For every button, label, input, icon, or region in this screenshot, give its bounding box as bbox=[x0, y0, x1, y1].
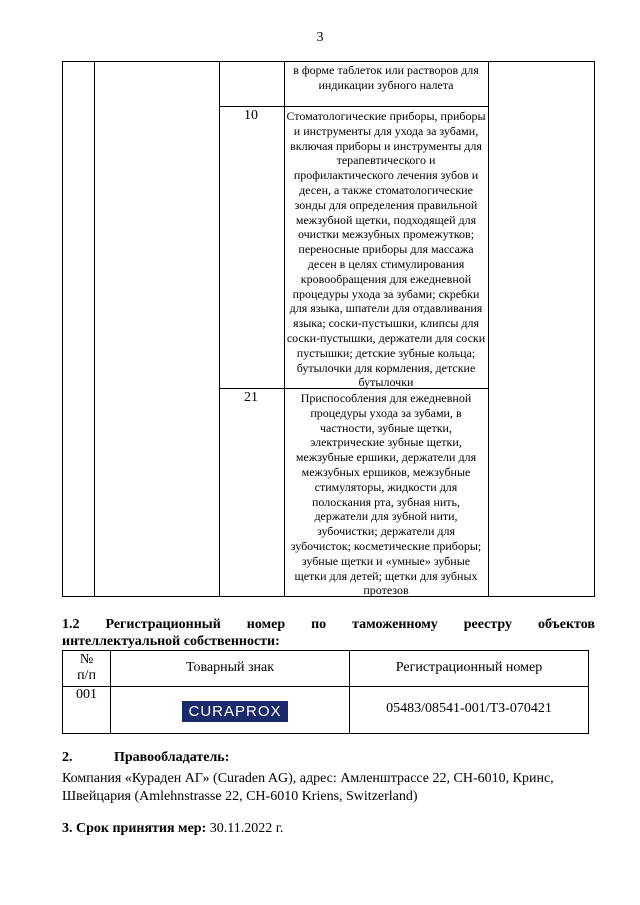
table-col-divider bbox=[488, 61, 489, 597]
header-number-symbol: № bbox=[79, 652, 94, 667]
heading-line-2: интеллектуальной собственности: bbox=[62, 634, 280, 649]
goods-description: Приспособления для ежедневной процедуры ухода за зубами, в частности, зубные щетки, электрические зубные щетки, межзубные ершики, держатели для межзубных ершиков, межзубные стимуляторы, жидкости для полоскания рта, зубная нить, держатели для зубной нити, зубочистки; держатели для зубочисток; косметические приборы; зубные щетки и «умные» зубные щетки для детей; щетки для зубных протезов bbox=[290, 391, 482, 598]
heading-word: реестру bbox=[463, 617, 512, 632]
table-border-left bbox=[62, 61, 63, 597]
logo-text: CURAPROX bbox=[188, 703, 282, 720]
goods-description: Стоматологические приборы, приборы и инструменты для ухода за зубами, включая приборы и инструменты для терапевтического и профилактического лечения зубов и десен, а также стоматологические зонды для определения правильной межзубной щетки, подходящей для очистки межзубных промежутков; переносные приборы для массажа десен в целях стимулирования кровообращения для ежедневной процедуры ухода за зубами; скребки для языка, шпатели для отдавливания языка; соски-пустышки, клипсы для соски-пустышки, держатели для соски пустышки; детские зубные кольца; бутылочки для кормления, детские бутылочки bbox=[286, 109, 486, 390]
curaprox-logo bbox=[182, 701, 288, 722]
heading-word: Регистрационный bbox=[105, 617, 221, 632]
row-number: 001 bbox=[76, 687, 97, 702]
table-border-right bbox=[594, 61, 595, 597]
header-trademark: Товарный знак bbox=[185, 660, 275, 675]
heading-word: таможенному bbox=[352, 617, 438, 632]
heading-word: номер bbox=[246, 617, 286, 632]
section-1-2-heading bbox=[62, 616, 595, 650]
header-number bbox=[63, 652, 110, 684]
section-2-heading bbox=[62, 750, 229, 766]
heading-word: объектов bbox=[537, 617, 595, 632]
goods-class-number: 10 bbox=[244, 108, 258, 123]
section-title: Правообладатель: bbox=[114, 750, 230, 765]
goods-description: в форме таблеток или растворов для индикации зубного налета bbox=[293, 63, 479, 92]
reg-number-value: 05483/08541-001/ТЗ-070421 bbox=[386, 701, 552, 716]
header-reg-number: Регистрационный номер bbox=[395, 660, 543, 675]
rights-holder-text: Компания «Кураден АГ» (Curaden AG), адрес: Амленштрассе 22, CH-6010, Кринс, Швейцария (Amlehnstrasse 22, CH-6010 Kriens, Switzerland) bbox=[62, 771, 554, 804]
table-col-divider bbox=[219, 61, 220, 597]
header-number-abbr: п/п bbox=[77, 668, 96, 683]
goods-class-number: 21 bbox=[244, 390, 258, 405]
page-number: 3 bbox=[316, 30, 324, 45]
table-col-divider bbox=[94, 61, 95, 597]
section-3 bbox=[62, 821, 283, 837]
registration-table bbox=[62, 650, 589, 734]
table-border-top bbox=[62, 61, 595, 62]
row-divider bbox=[219, 106, 489, 107]
table-col-divider bbox=[284, 61, 285, 597]
heading-word: по bbox=[311, 617, 327, 632]
header-row-divider bbox=[63, 686, 588, 687]
goods-table bbox=[62, 61, 595, 597]
section-3-label: 3. Срок принятия мер: bbox=[62, 821, 207, 836]
section-number: 1.2 bbox=[62, 617, 80, 632]
section-3-value: 30.11.2022 г. bbox=[209, 821, 284, 836]
section-number: 2. bbox=[62, 750, 73, 765]
